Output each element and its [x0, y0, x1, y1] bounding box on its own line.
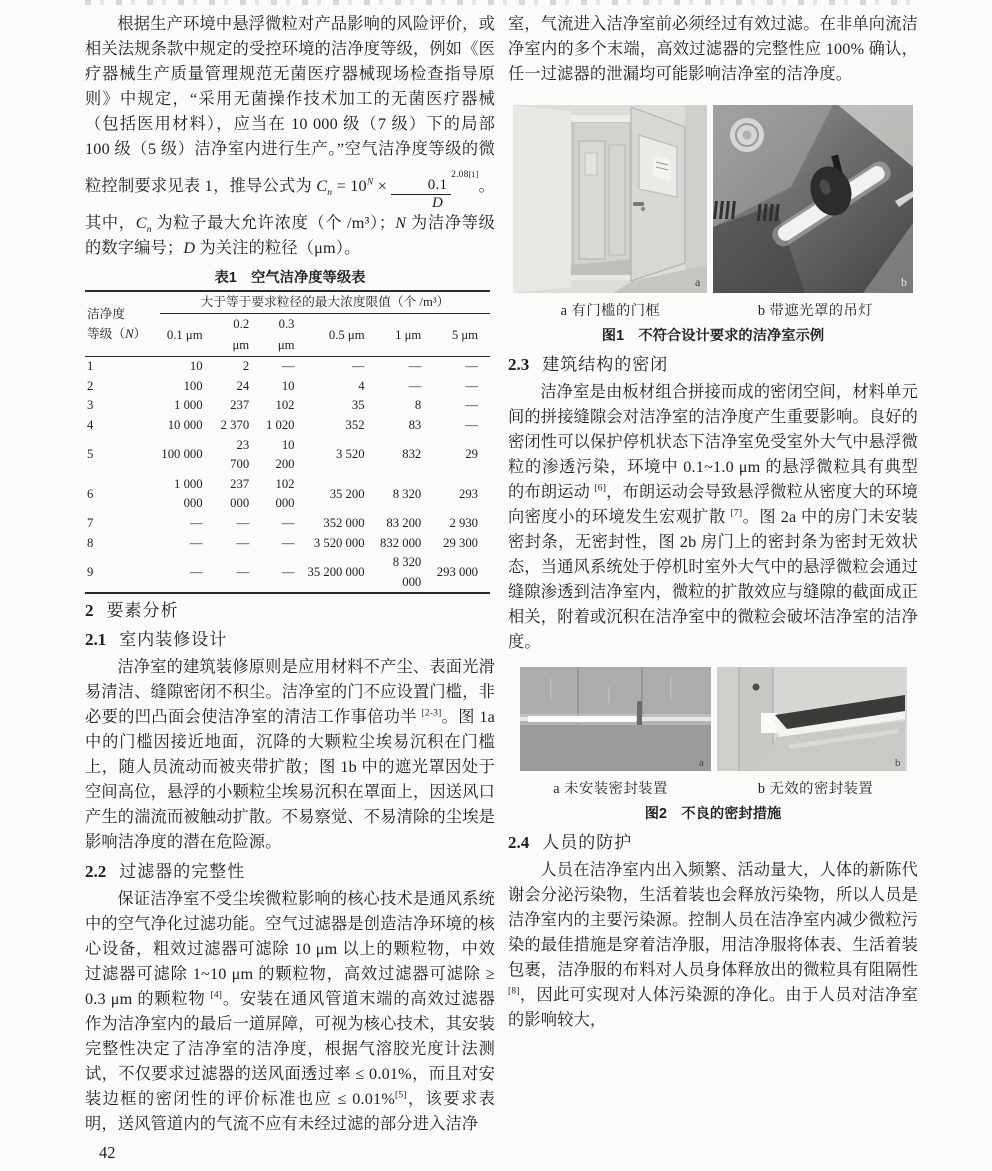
- limit-cell: 8 320: [392, 486, 422, 501]
- figure-1-subcaptions: [508, 300, 918, 322]
- limit-cell: —: [465, 418, 478, 433]
- limit-cell: 83 200: [386, 516, 422, 530]
- limit-cell: —: [281, 535, 295, 550]
- grade-cell: 8: [87, 535, 94, 550]
- table1-caption: 表1 空气洁净度等级表: [214, 270, 366, 287]
- limit-cell: 3 520: [336, 447, 365, 462]
- limit-cell: 237: [230, 398, 250, 413]
- limit-cell: —: [189, 516, 203, 530]
- limit-cell: 100 000: [161, 447, 203, 462]
- formula-cn: $C_n = 10^N$ × $\frac{0.1}{D}$ $^{2.08[1]}$: [316, 170, 479, 211]
- figure-2a-caption: a 未安装密封装置: [553, 781, 668, 797]
- table-row: [85, 534, 490, 554]
- limit-cell: 832 000: [380, 535, 422, 550]
- grade-cell: 9: [85, 553, 160, 593]
- section-2-4-heading: 2.4 人员的防护: [508, 833, 633, 852]
- limit-cell: 29: [465, 447, 478, 462]
- limit-cell: 102: [275, 398, 295, 413]
- figure-2b-seal-photo: [717, 667, 907, 771]
- grade-cell: 1: [87, 359, 94, 374]
- limit-cell: 35: [351, 398, 365, 413]
- limit-cell: 8: [414, 398, 422, 413]
- table-header-grade: 洁净度 等级（N）: [85, 291, 160, 357]
- limit-cell: 293 000: [433, 553, 490, 593]
- table-row: [85, 436, 490, 475]
- limit-cell: 352: [345, 418, 365, 433]
- limit-cell: 10 200: [275, 437, 295, 472]
- figure-2a-gap-photo: [520, 667, 711, 771]
- figure-2a-label: a: [698, 757, 704, 769]
- section-2-heading: 2 要素分析: [85, 601, 179, 621]
- limit-cell: —: [281, 359, 295, 374]
- table-row: [85, 475, 490, 514]
- limit-cell: 100: [183, 378, 203, 393]
- limit-cell: —: [465, 359, 478, 374]
- cleanliness-table-body: [85, 357, 490, 594]
- table-header-row-1: [85, 291, 490, 314]
- section-2-3-heading: 2.3 建筑结构的密闭: [508, 355, 669, 374]
- two-column-layout: [85, 12, 918, 1137]
- limit-cell: 4: [358, 378, 365, 393]
- limit-cell: 23 700: [230, 437, 250, 472]
- grade-cell: 3: [87, 398, 94, 413]
- limit-cell: —: [236, 516, 250, 530]
- paragraph-structure-sealing: 洁净室是由板材组合拼接而成的密闭空间，材料单元间的拼接缝隙会对洁净室的洁净度产生重要影响。良好的密闭性可以保护停机状态下洁净室免受室外大气中悬浮微粒的渗透污染，环境中 0.1~1.0 μm 的悬浮微粒具有典型的布朗运动 [6]，布朗运动会导致悬浮微粒从密度大的环境向密度小的环境发生宏观扩散 [7]。图 2a 中的房门未安装密封条，无密封性，图 2b 房门上的密封条为密封无效状态，当通风系统处于停机时室外大气中的悬浮微粒会通过缝隙渗透到洁净室内，微粒的扩散效应与缝隙的截面成正相关，附着或沉积在洁净室中的微粒会破坏洁净室的洁净度。: [508, 383, 918, 651]
- limit-cell: —: [281, 516, 295, 530]
- figure-1-photos: [508, 105, 918, 293]
- limit-cell: 293: [458, 486, 478, 501]
- table-size-header: 0.5 μm: [307, 314, 377, 357]
- limit-cell: 24: [236, 378, 250, 393]
- limit-cell: 35 200: [329, 486, 365, 501]
- paragraph-filter-continued: 室，气流进入洁净室前必须经过有效过滤。在非单向流洁净室内的多个末端，高效过滤器的完整性应 100% 确认，任一过滤器的泄漏均可能影响洁净室的洁净度。: [508, 15, 918, 83]
- limit-cell: 2: [242, 359, 250, 374]
- limit-cell: 2 930: [449, 516, 478, 530]
- grade-cell: 2: [87, 378, 94, 393]
- limit-cell: 1 000: [174, 398, 203, 413]
- paragraph-interior-design: 洁净室的建筑装修原则是应用材料不产尘、表面光滑易清洁、缝隙密闭不积尘。洁净室的门不应设置门槛，非必要的凹凸面会使洁净室的清洁工作事倍功半 [2-3]。图 1a 中的门槛因接近地面，沉降的大颗粒尘埃易沉积在门槛上，随人员流动而被夹带扩散；图 1b 中的遮光罩因处于空间高位，悬浮的小颗粒尘埃易沉积在罩面上，因送风口产生的湍流而被触动扩散。不易察觉、不易清除的尘埃是影响洁净度的潜在危险源。: [85, 658, 496, 852]
- table-row: [85, 553, 490, 593]
- limit-cell: —: [351, 359, 365, 374]
- figure-1a-label: a: [695, 275, 701, 289]
- table-size-header: 1 μm: [377, 314, 434, 357]
- figure-1a-caption: a 有门槛的门框: [560, 303, 661, 319]
- figure-1b-lamp-photo: [713, 105, 913, 293]
- limit-cell: —: [408, 378, 422, 393]
- figure-2-caption: 图2 不良的密封措施: [644, 806, 782, 822]
- figure-1b-caption: b 带遮光罩的吊灯: [757, 303, 874, 319]
- limit-cell: 10: [281, 378, 295, 393]
- table-row: [85, 377, 490, 397]
- limit-cell: —: [261, 553, 306, 593]
- limit-cell: 35 200 000: [307, 553, 377, 593]
- page-number: 42: [99, 1143, 116, 1162]
- grade-cell: 7: [87, 516, 94, 530]
- cleanliness-grade-table: [85, 290, 490, 594]
- figure-2-photos: [508, 667, 918, 771]
- limit-cell: 1 000 000: [174, 476, 203, 511]
- right-column: [508, 12, 918, 1137]
- limit-cell: 10: [189, 359, 203, 374]
- table-size-header: 0.1 μm: [160, 314, 215, 357]
- figure-1: [508, 105, 918, 347]
- previous-line-remnant: [85, 0, 918, 5]
- figure-1-caption: 图1 不符合设计要求的洁净室示例: [601, 328, 825, 344]
- table-size-header: 5 μm: [433, 314, 490, 357]
- table-row: [85, 514, 490, 534]
- figure-2: [508, 667, 918, 825]
- limit-cell: 10 000: [167, 418, 203, 433]
- figure-2b-label: b: [894, 757, 900, 769]
- left-column: [85, 12, 495, 1137]
- paragraph-risk-evaluation: 根据生产环境中悬浮微粒对产品影响的风险评价，或相关法规条款中规定的受控环境的洁净度等级，例如《医疗器械生产质量管理规范无菌医疗器械现场检查指导原则》中规定，“采用无菌操作技术加工的无菌医疗器械（包括医用材料），应当在 10 000 级（7 级）下的局部 100 级（5 级）洁净室内进行生产。”空气洁净度等级的微粒控制要求见表 1，推导公式为 $C_n = 10^N$ × $\frac{0.1}{D}$ $^{2.08[1]}$。其中，$C_n$ 为粒子最大允许浓度（个 /m³）；N 为洁净等级的数字编号；D 为关注的粒径（μm）。: [85, 15, 496, 258]
- limit-cell: 83: [408, 418, 422, 433]
- limit-cell: 2 370: [220, 418, 250, 433]
- figure-1a-door-photo: [513, 105, 707, 293]
- table-row: [85, 396, 490, 416]
- limit-cell: 3 520 000: [313, 535, 365, 550]
- table-row: [85, 416, 490, 436]
- limit-cell: —: [465, 378, 478, 393]
- limit-cell: —: [408, 359, 422, 374]
- paragraph-personnel-protection: 人员在洁净室内出入频繁、活动量大，人体的新陈代谢会分泌污染物，生活着装也会释放污染物，所以人员是洁净室内的主要污染源。控制人员在洁净室内减少微粒污染的最佳措施是穿着洁净服，用洁净服将体表、生活着装包裹，洁净服的布料对人员身体释放出的微粒具有阻隔性 [8]，因此可实现对人体污染源的净化。由于人员对洁净室的影响较大，: [508, 861, 918, 1029]
- grade-cell: 6: [87, 486, 94, 501]
- limit-cell: 237 000: [230, 476, 250, 511]
- section-2-2-heading: 2.2 过滤器的完整性: [85, 862, 246, 882]
- section-2-1-heading: 2.1 室内装修设计: [85, 630, 228, 650]
- limit-cell: 102 000: [275, 476, 295, 511]
- figure-2-subcaptions: [508, 778, 918, 800]
- limit-cell: 832: [402, 447, 422, 462]
- grade-cell: 4: [87, 418, 94, 433]
- limit-cell: —: [189, 535, 203, 550]
- table-header-limit: 大于等于要求粒径的最大浓度限值（个 /m³）: [160, 291, 490, 314]
- paragraph-filter-integrity: 保证洁净室不受尘埃微粒影响的核心技术是通风系统中的空气净化过滤功能。空气过滤器是创造洁净环境的核心设备，粗效过滤器可滤除 10 μm 以上的颗粒物，中效过滤器可滤除 1~10 μm 的颗粒物，高效过滤器可滤除 ≥ 0.3 μm 的颗粒物 [4]。安装在通风管道末端的高效过滤器作为洁净室内的最后一道屏障，可视为核心技术，其安装完整性决定了洁净室的洁净度，根据气溶胶光度计法测试，不仅要求过滤器的送风面透过率 ≤ 0.01%，而且对安装边框的密闭性的评价标准也应 ≤ 0.01%[5]，该要求表明，送风管道内的气流不应有未经过滤的部分进入洁净: [85, 890, 496, 1134]
- limit-cell: —: [465, 398, 478, 413]
- limit-cell: 352 000: [323, 516, 365, 530]
- fraction: $\frac{0.1}{D}$: [391, 177, 451, 211]
- figure-1b-label: b: [901, 275, 907, 289]
- table-size-header: 0.3 μm: [261, 314, 306, 357]
- figure-2b-caption: b 无效的密封装置: [757, 781, 874, 797]
- limit-cell: 29 300: [443, 535, 478, 550]
- grade-cell: 5: [87, 447, 94, 462]
- limit-cell: —: [160, 553, 215, 593]
- limit-cell: 1 020: [265, 418, 295, 433]
- limit-cell: 8 320 000: [377, 553, 434, 593]
- table-row: [85, 357, 490, 377]
- limit-cell: —: [215, 553, 262, 593]
- limit-cell: —: [236, 535, 250, 550]
- table-size-header: 0.2 μm: [215, 314, 262, 357]
